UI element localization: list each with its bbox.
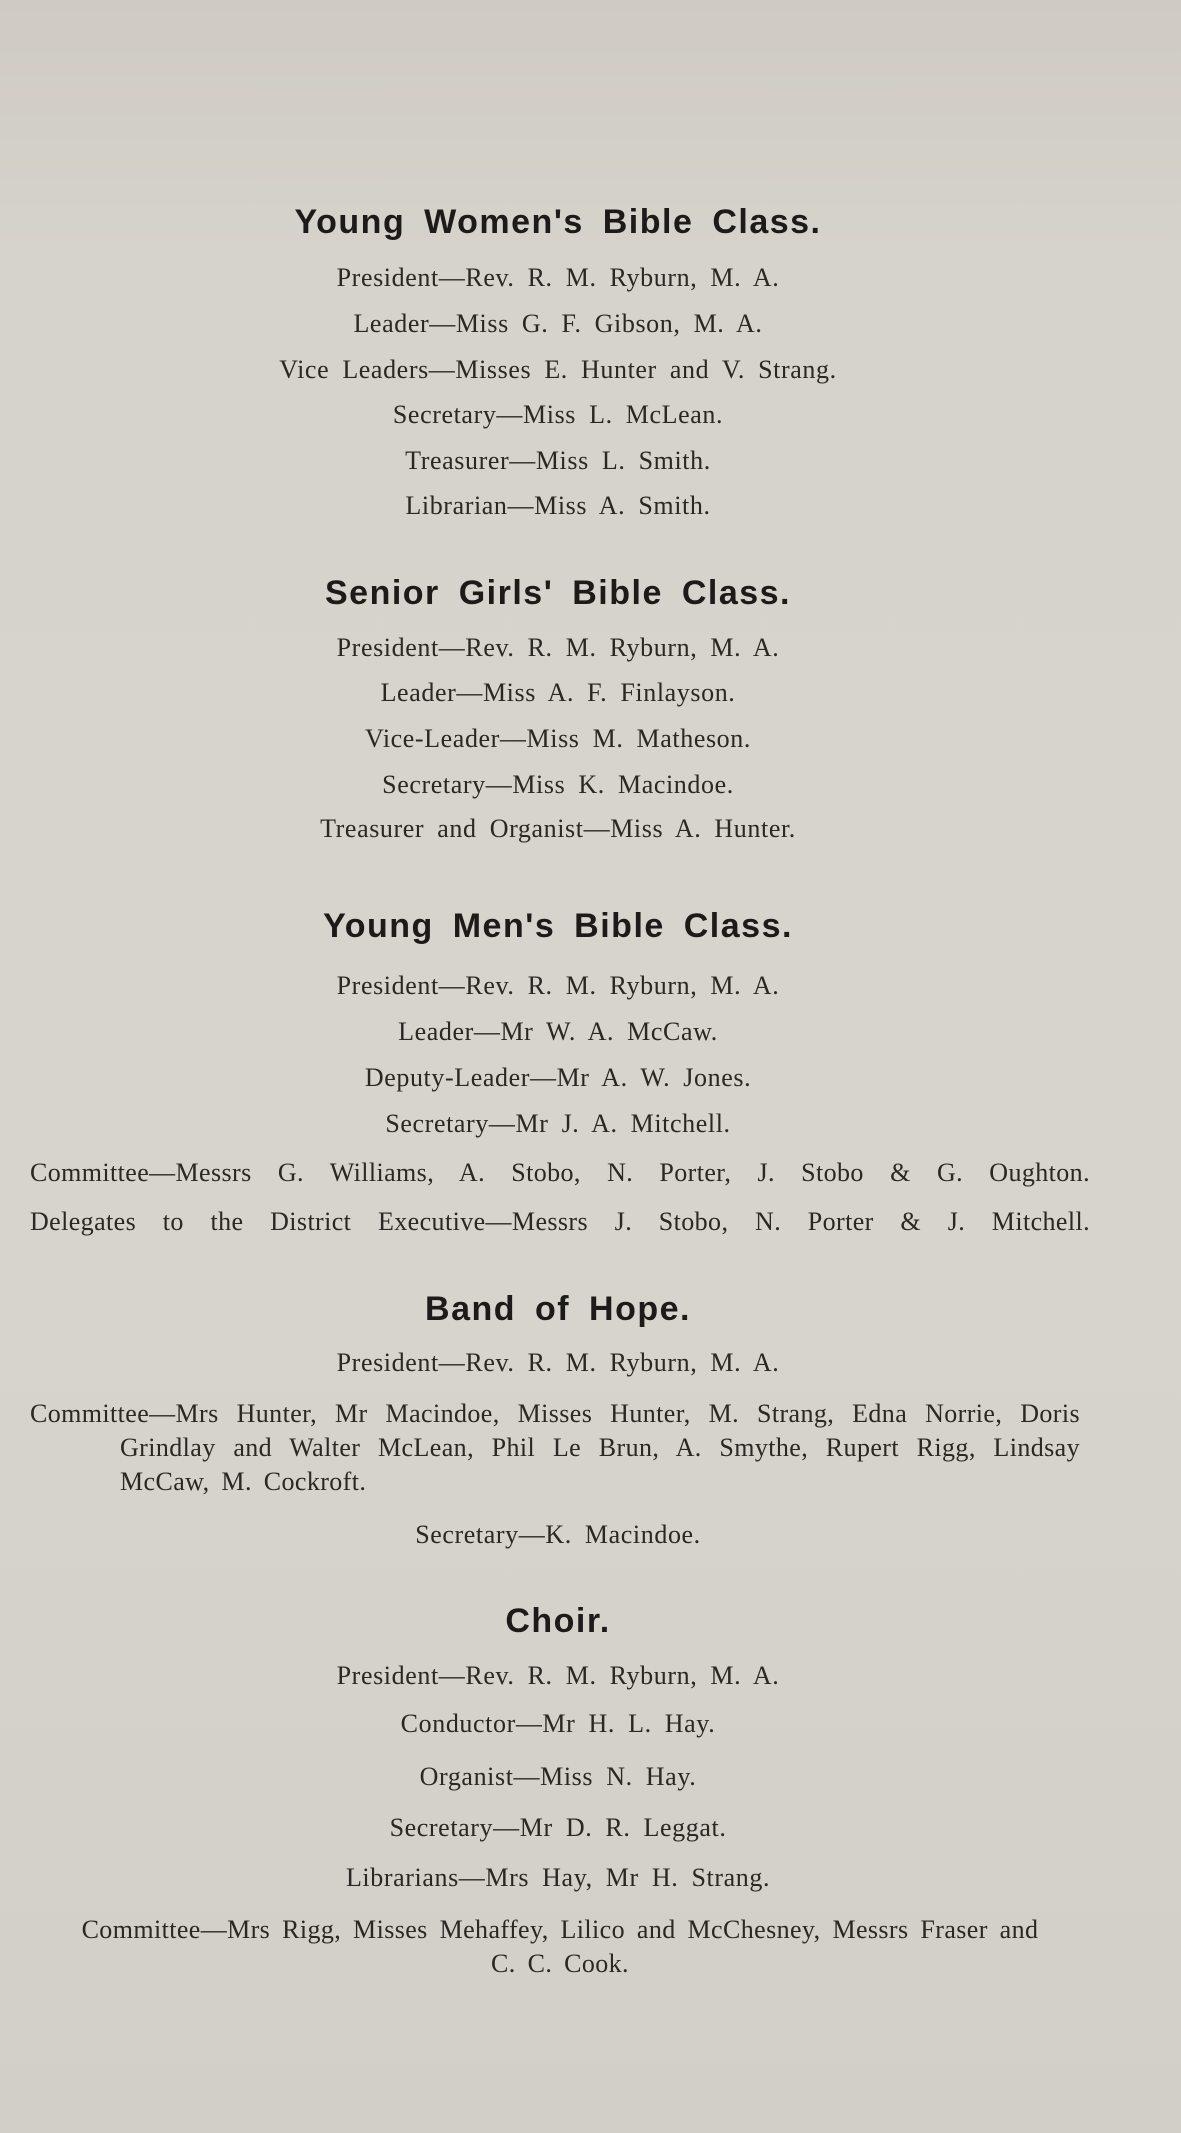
officer-line: Secretary—K. Macindoe. bbox=[415, 1520, 701, 1549]
officer-line: Vice-Leader—Miss M. Matheson. bbox=[365, 724, 751, 753]
committee-line: Committee—Messrs G. Williams, A. Stobo, N. Porter, J. Stobo & G. Oughton. bbox=[30, 1158, 1090, 1187]
officer-line: Secretary—Miss L. McLean. bbox=[392, 400, 724, 429]
officer-line: Leader—Miss G. F. Gibson, M. A. bbox=[353, 309, 763, 338]
section-heading-young-mens-bible-class: Young Men's Bible Class. bbox=[323, 907, 793, 945]
officer-line: Leader—Miss A. F. Finlayson. bbox=[380, 678, 736, 707]
delegates-line: Delegates to the District Executive—Messrs J. Stobo, N. Porter & J. Mitchell. bbox=[30, 1207, 1090, 1236]
officer-line: President—Rev. R. M. Ryburn, M. A. bbox=[336, 1661, 780, 1690]
officer-line: Conductor—Mr H. L. Hay. bbox=[400, 1709, 716, 1738]
officer-line: Librarians—Mrs Hay, Mr H. Strang. bbox=[345, 1863, 771, 1892]
officer-line: President—Rev. R. M. Ryburn, M. A. bbox=[336, 263, 780, 292]
officer-line: Secretary—Miss K. Macindoe. bbox=[382, 770, 734, 799]
officer-line: Secretary—Mr D. R. Leggat. bbox=[389, 1813, 727, 1842]
officer-line: Secretary—Mr J. A. Mitchell. bbox=[385, 1109, 731, 1138]
officer-line: President—Rev. R. M. Ryburn, M. A. bbox=[336, 1348, 780, 1377]
officer-line: Treasurer and Organist—Miss A. Hunter. bbox=[320, 814, 796, 843]
officer-line: Leader—Mr W. A. McCaw. bbox=[398, 1017, 718, 1046]
officer-line: Vice Leaders—Misses E. Hunter and V. Strang. bbox=[279, 355, 837, 384]
officer-line: President—Rev. R. M. Ryburn, M. A. bbox=[336, 971, 780, 1000]
section-heading-choir: Choir. bbox=[505, 1602, 611, 1640]
officer-line: Organist—Miss N. Hay. bbox=[419, 1762, 697, 1791]
committee-paragraph: Committee—Mrs Rigg, Misses Mehaffey, Lilico and McChesney, Messrs Fraser and C. C. Cook. bbox=[81, 1915, 1039, 1978]
officer-line: President—Rev. R. M. Ryburn, M. A. bbox=[336, 633, 780, 662]
section-heading-band-of-hope: Band of Hope. bbox=[425, 1290, 691, 1328]
officer-line: Treasurer—Miss L. Smith. bbox=[405, 446, 711, 475]
section-heading-senior-girls-bible-class: Senior Girls' Bible Class. bbox=[324, 574, 791, 612]
officer-line: Librarian—Miss A. Smith. bbox=[405, 491, 711, 520]
section-heading-young-womens-bible-class: Young Women's Bible Class. bbox=[294, 203, 822, 241]
officer-line: Deputy-Leader—Mr A. W. Jones. bbox=[364, 1063, 752, 1092]
committee-paragraph: Committee—Mrs Hunter, Mr Macindoe, Misses Hunter, M. Strang, Edna Norrie, Doris Grindlay and Walter McLean, Phil Le Brun, A. Smythe, Rupert Rigg, Lindsay McCaw, M. Cockroft. bbox=[30, 1399, 1080, 1496]
